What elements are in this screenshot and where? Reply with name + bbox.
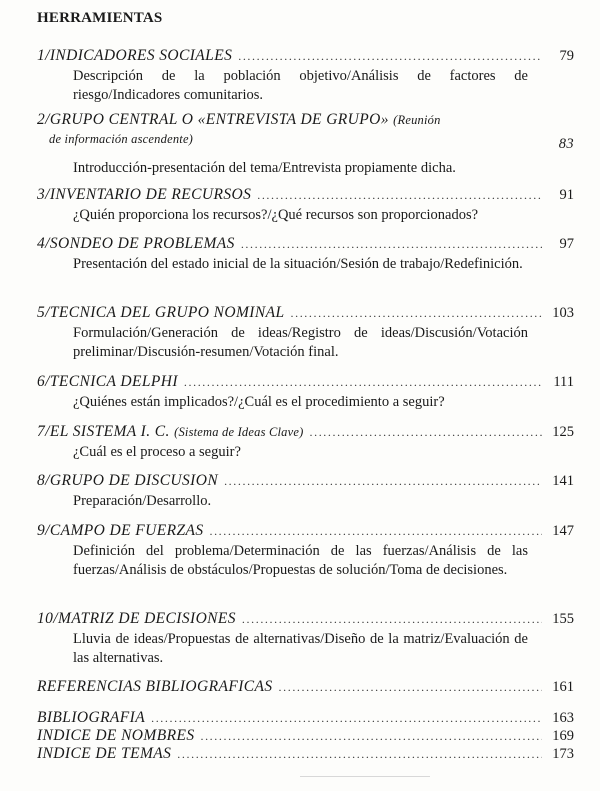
toc-page-number: 161 [552,679,574,695]
toc-page-number: 155 [552,611,574,627]
toc-entry-indice-temas [37,745,574,763]
toc-page-number: 125 [552,424,574,440]
toc-entry-title: 6/TECNICA DELPHI [37,373,178,390]
toc-entry-description: Preparación/Desarrollo. [73,493,212,509]
dot-leader [238,47,542,66]
toc-entry-title-sub: (Reunión [393,113,441,127]
dot-leader [200,727,542,745]
toc-entry-10 [37,609,574,668]
toc-page-number: 147 [552,523,574,539]
toc-entry-description: ¿Quién proporciona los recursos?/¿Qué recursos son proporcionados? [73,207,479,223]
toc-page-number: 103 [552,305,574,321]
dot-leader [257,186,542,205]
toc-page-number: 141 [552,473,574,489]
toc-entry-9 [37,521,574,580]
dot-leader [291,304,543,323]
section-heading: HERRAMIENTAS [37,10,163,26]
toc-entry-description: Lluvia de ideas/Propuestas de alternativas/Diseño de la matriz/Evaluación de las alternativas. [73,631,528,666]
toc-entry-title: 8/GRUPO DE DISCUSION [37,472,219,489]
toc-page-number: 83 [558,136,574,152]
toc-page-number: 97 [559,236,574,252]
toc-entry-title: 4/SONDEO DE PROBLEMAS [37,235,235,252]
dot-leader [310,423,543,442]
toc-entry-3 [37,185,574,225]
toc-entry-description: Definición del problema/Determinación de las fuerzas/Análisis de las fuerzas/Análisis de obstáculos/Propuestas de solución/Toma de decisiones. [73,543,528,578]
toc-entry-title: 10/MATRIZ DE DECISIONES [37,610,236,627]
toc-page-number: 169 [552,728,574,744]
toc-entry-description: ¿Cuál es el proceso a seguir? [73,444,241,460]
toc-page-number: 163 [552,710,574,726]
toc-back-matter [37,709,574,763]
dot-leader [241,235,542,254]
dot-leader [209,522,542,541]
toc-entry-2 [37,110,574,178]
toc-entry-description: Presentación del estado inicial de la situación/Sesión de trabajo/Redefinición. [73,256,523,272]
toc-entry-indice-nombres [37,727,574,745]
toc-entry-title: INDICE DE TEMAS [37,745,172,762]
toc-entry-title: INDICE DE NOMBRES [37,727,195,744]
toc-page-number: 91 [559,187,574,203]
toc-entry-7 [37,422,574,462]
toc-entry-description: Descripción de la población objetivo/Análisis de factores de riesgo/Indicadores comunitarios. [73,68,528,103]
toc-page-number: 173 [552,746,574,762]
dot-leader [151,709,542,727]
toc-entry-4 [37,234,574,274]
toc-entry-title: 9/CAMPO DE FUERZAS [37,522,204,539]
toc-entry-title-sub: (Sistema de Ideas Clave) [174,425,304,439]
toc-entry-description: Formulación/Generación de ideas/Registro de ideas/Discusión/Votación preliminar/Discusión-resumen/Votación final. [73,325,528,360]
toc-entry-title: REFERENCIAS BIBLIOGRAFICAS [37,678,273,695]
dot-leader [177,745,542,763]
toc-page-number: 79 [559,48,574,64]
dot-leader [224,472,542,491]
toc-entry-title: 5/TECNICA DEL GRUPO NOMINAL [37,304,285,321]
dot-leader [184,373,542,392]
toc-entry-title: 7/EL SISTEMA I. C. [37,423,170,440]
toc-entry-title-sub: de información ascendente) [49,132,194,146]
toc-entry-6 [37,372,574,412]
scan-mark [300,776,430,777]
dot-leader [242,610,542,629]
toc-entry-description: ¿Quiénes están implicados?/¿Cuál es el procedimiento a seguir? [73,394,445,410]
dot-leader [279,678,542,697]
toc-entry-title: 1/INDICADORES SOCIALES [37,47,233,64]
toc-entry-title: 2/GRUPO CENTRAL O «ENTREVISTA DE GRUPO» [37,111,389,128]
toc-entry-8 [37,471,574,511]
toc-entry-description: Introducción-presentación del tema/Entrevista propiamente dicha. [73,160,456,176]
toc-entry-references [37,677,574,697]
toc-entry-bibliografia [37,709,574,727]
toc-page-number: 111 [553,374,574,390]
toc-entry-title: 3/INVENTARIO DE RECURSOS [37,186,252,203]
toc-entry-title: BIBLIOGRAFIA [37,709,146,726]
toc-entry-1 [37,46,574,105]
toc-entry-5 [37,303,574,362]
